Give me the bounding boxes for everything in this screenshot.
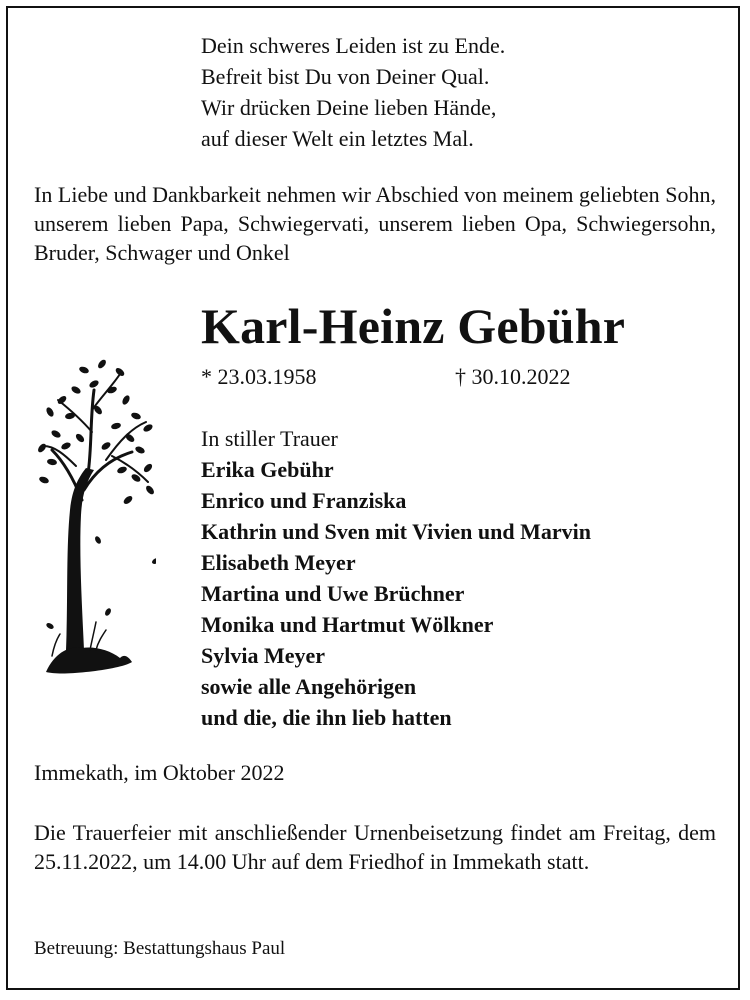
mourner-name: Sylvia Meyer [201,643,326,668]
mourner-name: Martina und Uwe Brüchner [201,581,465,606]
poem-line: Dein schweres Leiden ist zu Ende. [201,33,506,58]
mourners-list [201,423,591,733]
mourner-name: Monika und Hartmut Wölkner [201,612,494,637]
tree-icon [36,350,156,680]
mourner-name: Erika Gebühr [201,457,334,482]
mourner-name: Elisabeth Meyer [201,550,356,575]
mourner-name: sowie alle Angehörigen [201,674,417,699]
mourner-name: Kathrin und Sven mit Vivien und Marvin [201,519,591,544]
funeral-notice: Die Trauerfeier mit anschließender Urnenbeisetzung findet am Freitag, dem 25.11.2022, um 14.00 Uhr auf dem Friedhof in Immekath statt. [34,820,716,874]
intro-text: In Liebe und Dankbarkeit nehmen wir Abschied von meinem geliebten Sohn, unserem lieben Papa, Schwiegervati, unserem lieben Opa, Schwiegersohn, Bruder, Schwager und Onkel [34,182,716,265]
poem-line: auf dieser Welt ein letztes Mal. [201,126,474,151]
death-date: † 30.10.2022 [455,364,571,389]
poem [201,30,505,154]
deceased-name: Karl-Heinz Gebühr [201,298,626,354]
poem-line: Befreit bist Du von Deiner Qual. [201,64,490,89]
mourners-lead: In stiller Trauer [201,426,338,451]
mourner-name: und die, die ihn lieb hatten [201,705,452,730]
birth-date: * 23.03.1958 [201,364,317,389]
funeral-home-credit: Betreuung: Bestattungshaus Paul [34,938,286,959]
place-date: Immekath, im Oktober 2022 [34,760,285,785]
mourner-name: Enrico und Franziska [201,488,407,513]
poem-line: Wir drücken Deine lieben Hände, [201,95,497,120]
